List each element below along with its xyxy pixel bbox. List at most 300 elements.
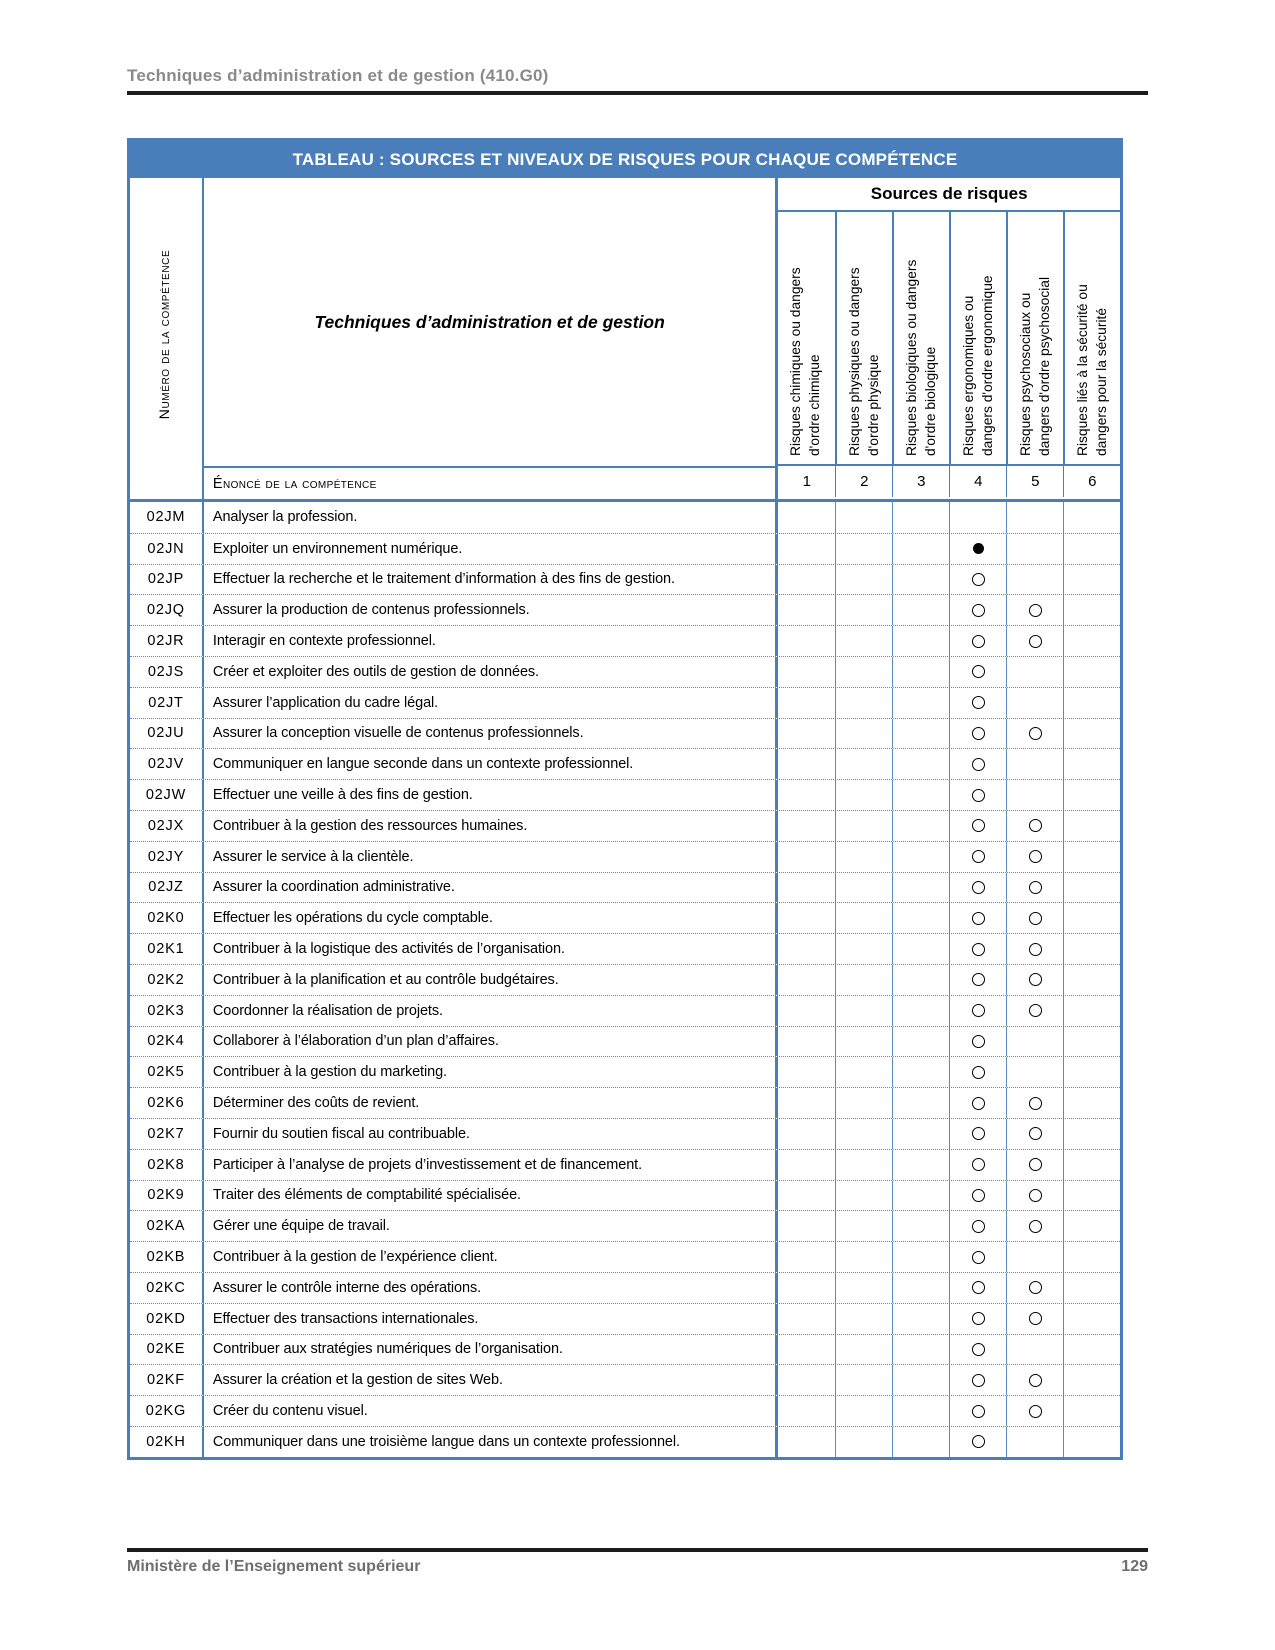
- risk-cell: [949, 657, 1006, 687]
- competency-code: 02JQ: [130, 595, 204, 625]
- open-circle-marker: [972, 1312, 985, 1325]
- competency-code: 02JN: [130, 534, 204, 564]
- risk-cell: [835, 903, 892, 933]
- table-row: [130, 1149, 1120, 1180]
- competency-code: 02KG: [130, 1396, 204, 1426]
- risk-cell: [1063, 1150, 1120, 1180]
- table-row: [130, 779, 1120, 810]
- table-row: [130, 656, 1120, 687]
- risk-cell: [949, 965, 1006, 995]
- competency-code: 02K0: [130, 903, 204, 933]
- risk-cell: [892, 1150, 949, 1180]
- competency-text: Créer et exploiter des outils de gestion de données.: [204, 657, 778, 687]
- risk-cell: [835, 1273, 892, 1303]
- open-circle-marker: [972, 1220, 985, 1233]
- table-row: [130, 1210, 1120, 1241]
- risk-cell: [1063, 996, 1120, 1026]
- competency-text: Assurer l’application du cadre légal.: [204, 688, 778, 718]
- risk-cell: [949, 502, 1006, 533]
- risk-cell: [892, 780, 949, 810]
- open-circle-marker: [1029, 635, 1042, 648]
- risk-cell: [1063, 626, 1120, 656]
- competency-text: Traiter des éléments de comptabilité spécialisée.: [204, 1181, 778, 1211]
- risk-column-header-6: [1063, 212, 1120, 464]
- risk-cell: [892, 565, 949, 595]
- competency-code: 02JM: [130, 502, 204, 533]
- footer-ministry: Ministère de l’Enseignement supérieur: [127, 1558, 421, 1575]
- risk-column-numbers: [778, 464, 1120, 497]
- risk-cell: [1006, 688, 1063, 718]
- risk-cell: [1063, 1273, 1120, 1303]
- open-circle-marker: [972, 1435, 985, 1448]
- table-row: [130, 564, 1120, 595]
- risk-cell: [949, 595, 1006, 625]
- risk-cell: [1063, 1181, 1120, 1211]
- competency-code: 02KA: [130, 1211, 204, 1241]
- risk-cell: [1063, 1211, 1120, 1241]
- risk-cell: [1063, 502, 1120, 533]
- competency-code: 02K9: [130, 1181, 204, 1211]
- risk-cell: [949, 626, 1006, 656]
- competency-code: 02K8: [130, 1150, 204, 1180]
- risk-cell: [892, 595, 949, 625]
- risk-column-number-3: 3: [892, 466, 949, 497]
- risk-cell: [1006, 1427, 1063, 1457]
- risk-cell: [892, 934, 949, 964]
- risk-cell: [1006, 1057, 1063, 1087]
- competency-text: Assurer le contrôle interne des opérations.: [204, 1273, 778, 1303]
- risk-cell: [778, 1242, 835, 1272]
- risk-cell: [778, 780, 835, 810]
- table-row: [130, 872, 1120, 903]
- risk-cell: [1006, 1304, 1063, 1334]
- risk-cell: [892, 1335, 949, 1365]
- risk-cell: [778, 1304, 835, 1334]
- risk-cell: [778, 626, 835, 656]
- risk-cell: [1006, 502, 1063, 533]
- risk-header-line: Risques psychosociaux ou: [1018, 292, 1034, 456]
- risk-cell: [892, 1427, 949, 1457]
- competency-code: 02K2: [130, 965, 204, 995]
- risk-cell: [1006, 1027, 1063, 1057]
- risk-cell: [1006, 1396, 1063, 1426]
- risk-cell: [892, 1088, 949, 1118]
- risk-cell: [778, 1150, 835, 1180]
- competency-code: 02JX: [130, 811, 204, 841]
- risk-cell: [835, 1088, 892, 1118]
- risk-cell: [892, 1027, 949, 1057]
- open-circle-marker: [1029, 1374, 1042, 1387]
- open-circle-marker: [972, 758, 985, 771]
- table-row: [130, 1026, 1120, 1057]
- open-circle-marker: [1029, 1189, 1042, 1202]
- risk-cell: [949, 1427, 1006, 1457]
- risk-column-header-5-text: [1016, 220, 1054, 456]
- risk-cell: [1006, 595, 1063, 625]
- open-circle-marker: [972, 1158, 985, 1171]
- risk-cell: [892, 1119, 949, 1149]
- risk-cell: [1063, 749, 1120, 779]
- risk-cell: [1063, 719, 1120, 749]
- risk-cell: [892, 534, 949, 564]
- competency-text: Déterminer des coûts de revient.: [204, 1088, 778, 1118]
- open-circle-marker: [1029, 604, 1042, 617]
- competency-text: Fournir du soutien fiscal au contribuable.: [204, 1119, 778, 1149]
- table-row: [130, 533, 1120, 564]
- risk-cell: [949, 1242, 1006, 1272]
- risk-cell: [892, 996, 949, 1026]
- competency-text: Assurer la coordination administrative.: [204, 873, 778, 903]
- risk-cell: [892, 1057, 949, 1087]
- risk-column-rotated-headers: [778, 212, 1120, 464]
- risk-column-number-2: 2: [835, 466, 892, 497]
- risk-cell: [949, 749, 1006, 779]
- risk-cell: [835, 1181, 892, 1211]
- risk-cell: [835, 657, 892, 687]
- risk-cell: [1063, 903, 1120, 933]
- risk-cell: [1006, 965, 1063, 995]
- risk-cell: [835, 1304, 892, 1334]
- competency-text: Exploiter un environnement numérique.: [204, 534, 778, 564]
- open-circle-marker: [1029, 1097, 1042, 1110]
- risk-cell: [778, 1335, 835, 1365]
- risk-cell: [835, 1211, 892, 1241]
- risk-cell: [778, 1427, 835, 1457]
- risk-cell: [835, 1119, 892, 1149]
- risk-cell: [1006, 1335, 1063, 1365]
- risk-cell: [892, 657, 949, 687]
- risk-cell: [1006, 534, 1063, 564]
- risk-column-header-4-text: [959, 220, 997, 456]
- competency-code: 02KE: [130, 1335, 204, 1365]
- risk-header-line: dangers pour la sécurité: [1094, 307, 1110, 456]
- risk-cell: [949, 688, 1006, 718]
- open-circle-marker: [972, 665, 985, 678]
- competency-text: Coordonner la réalisation de projets.: [204, 996, 778, 1026]
- table-row: [130, 748, 1120, 779]
- risk-cell: [1006, 780, 1063, 810]
- risk-header-line: d'ordre physique: [866, 354, 882, 456]
- numero-competence-header-cell: [130, 178, 204, 499]
- open-circle-marker: [1029, 1127, 1042, 1140]
- table-row: [130, 1426, 1120, 1457]
- risk-cell: [778, 842, 835, 872]
- numero-competence-label: Numéro de la compétence: [156, 249, 172, 420]
- open-circle-marker: [972, 1097, 985, 1110]
- risk-cell: [1063, 1088, 1120, 1118]
- risk-cell: [835, 749, 892, 779]
- footer-page-number: 129: [1121, 1558, 1148, 1575]
- competency-text: Effectuer une veille à des fins de gestion.: [204, 780, 778, 810]
- risk-cell: [778, 1027, 835, 1057]
- risk-cell: [1063, 1335, 1120, 1365]
- risk-column-number-4: 4: [949, 466, 1006, 497]
- competency-text: Contribuer à la gestion du marketing.: [204, 1057, 778, 1087]
- risk-cell: [1006, 1181, 1063, 1211]
- risk-cell: [1006, 1211, 1063, 1241]
- risk-cell: [778, 534, 835, 564]
- open-circle-marker: [972, 1127, 985, 1140]
- risk-cell: [835, 1057, 892, 1087]
- running-header-title: Techniques d’administration et de gestion (410.G0): [127, 66, 549, 85]
- competency-code: 02KB: [130, 1242, 204, 1272]
- risk-header-line: Risques liés à la sécurité ou: [1075, 284, 1091, 456]
- risk-cell: [835, 1396, 892, 1426]
- competency-text: Collaborer à l’élaboration d’un plan d’affaires.: [204, 1027, 778, 1057]
- risk-cell: [1063, 1027, 1120, 1057]
- table-body: [130, 499, 1120, 1457]
- open-circle-marker: [972, 573, 985, 586]
- risk-cell: [778, 1365, 835, 1395]
- risk-cell: [1063, 595, 1120, 625]
- open-circle-marker: [972, 819, 985, 832]
- competency-code: 02JR: [130, 626, 204, 656]
- competency-text: Contribuer à la planification et au contrôle budgétaires.: [204, 965, 778, 995]
- risk-cell: [778, 565, 835, 595]
- competency-code: 02K1: [130, 934, 204, 964]
- risk-cell: [1063, 657, 1120, 687]
- risk-cell: [1063, 965, 1120, 995]
- risk-cell: [892, 811, 949, 841]
- risk-cell: [1006, 1150, 1063, 1180]
- risk-cell: [835, 626, 892, 656]
- competency-code: 02JP: [130, 565, 204, 595]
- risk-cell: [949, 842, 1006, 872]
- risk-cell: [1063, 1304, 1120, 1334]
- risk-cell: [949, 1057, 1006, 1087]
- risk-cell: [778, 903, 835, 933]
- risk-cell: [949, 780, 1006, 810]
- table-row: [130, 1395, 1120, 1426]
- open-circle-marker: [1029, 1004, 1042, 1017]
- risk-column-header-4: [949, 212, 1006, 464]
- open-circle-marker: [972, 943, 985, 956]
- table-row: [130, 594, 1120, 625]
- risk-cell: [949, 1335, 1006, 1365]
- competency-code: 02K4: [130, 1027, 204, 1057]
- risk-cell: [1006, 749, 1063, 779]
- risk-cell: [892, 1365, 949, 1395]
- open-circle-marker: [1029, 1281, 1042, 1294]
- enonce-header: Énoncé de la compétence: [204, 466, 775, 499]
- open-circle-marker: [972, 696, 985, 709]
- competency-code: 02K6: [130, 1088, 204, 1118]
- risk-cell: [1063, 1365, 1120, 1395]
- risk-cell: [1006, 903, 1063, 933]
- risk-cell: [1063, 934, 1120, 964]
- table-row: [130, 1180, 1120, 1211]
- open-circle-marker: [972, 912, 985, 925]
- risk-column-number-1: 1: [802, 473, 812, 490]
- risk-cell: [835, 842, 892, 872]
- risk-cell: [1063, 780, 1120, 810]
- table-row: [130, 502, 1120, 533]
- risk-cell: [778, 1088, 835, 1118]
- competency-text: Communiquer en langue seconde dans un contexte professionnel.: [204, 749, 778, 779]
- open-circle-marker: [1029, 912, 1042, 925]
- open-circle-marker: [1029, 727, 1042, 740]
- risk-cell: [892, 1396, 949, 1426]
- competency-text: Contribuer à la gestion des ressources humaines.: [204, 811, 778, 841]
- table-row: [130, 995, 1120, 1026]
- risk-cell: [949, 1273, 1006, 1303]
- risk-header-line: Risques ergonomiques ou: [961, 295, 977, 456]
- risk-cell: [1006, 719, 1063, 749]
- competency-text: Contribuer à la logistique des activités de l’organisation.: [204, 934, 778, 964]
- risk-cell: [1063, 1396, 1120, 1426]
- risk-cell: [835, 688, 892, 718]
- open-circle-marker: [1029, 881, 1042, 894]
- risk-cell: [892, 626, 949, 656]
- open-circle-marker: [972, 1374, 985, 1387]
- competency-text: Effectuer les opérations du cycle comptable.: [204, 903, 778, 933]
- risk-cell: [835, 534, 892, 564]
- risk-cell: [949, 996, 1006, 1026]
- risk-cell: [778, 1396, 835, 1426]
- risk-cell: [892, 1242, 949, 1272]
- risk-columns-header: [778, 178, 1120, 499]
- table-row: [130, 687, 1120, 718]
- risk-cell: [1006, 1088, 1063, 1118]
- risk-column-number-6: 6: [1063, 466, 1120, 497]
- competency-code: 02KF: [130, 1365, 204, 1395]
- risk-cell: [892, 719, 949, 749]
- risk-cell: [835, 595, 892, 625]
- open-circle-marker: [972, 881, 985, 894]
- table-row: [130, 1364, 1120, 1395]
- running-header: [127, 66, 1148, 95]
- risk-cell: [892, 1211, 949, 1241]
- risk-cell: [892, 1181, 949, 1211]
- risk-cell: [835, 1365, 892, 1395]
- risk-cell: [1063, 1242, 1120, 1272]
- competency-text: Assurer la création et la gestion de sites Web.: [204, 1365, 778, 1395]
- open-circle-marker: [972, 1004, 985, 1017]
- table-row: [130, 810, 1120, 841]
- risk-cell: [949, 811, 1006, 841]
- risk-column-header-2: [835, 212, 892, 464]
- risk-cell: [949, 1088, 1006, 1118]
- open-circle-marker: [972, 1251, 985, 1264]
- open-circle-marker: [972, 727, 985, 740]
- risk-cell: [778, 657, 835, 687]
- program-column-header: [204, 178, 778, 499]
- risk-cell: [1063, 534, 1120, 564]
- open-circle-marker: [1029, 973, 1042, 986]
- table-row: [130, 1303, 1120, 1334]
- risk-cell: [892, 842, 949, 872]
- risk-cell: [892, 1304, 949, 1334]
- risk-cell: [949, 565, 1006, 595]
- table-header: [130, 178, 1120, 499]
- risk-column-header-6-text: [1073, 220, 1111, 456]
- open-circle-marker: [972, 1281, 985, 1294]
- risk-cell: [949, 1181, 1006, 1211]
- competency-text: Assurer la conception visuelle de contenus professionnels.: [204, 719, 778, 749]
- competency-text: Contribuer à la gestion de l’expérience client.: [204, 1242, 778, 1272]
- risk-cell: [1063, 842, 1120, 872]
- risk-column-number-5: 5: [1006, 466, 1063, 497]
- risk-cell: [835, 1150, 892, 1180]
- competency-code: 02KH: [130, 1427, 204, 1457]
- table-row: [130, 1272, 1120, 1303]
- risk-cell: [1006, 626, 1063, 656]
- risk-cell: [949, 934, 1006, 964]
- risk-cell: [1006, 842, 1063, 872]
- competency-code: 02JW: [130, 780, 204, 810]
- competency-code: 02JT: [130, 688, 204, 718]
- risk-column-header-5: [1006, 212, 1063, 464]
- risk-cell: [949, 719, 1006, 749]
- risk-cell: [1063, 688, 1120, 718]
- competency-code: 02JY: [130, 842, 204, 872]
- table-row: [130, 1241, 1120, 1272]
- risk-cell: [892, 688, 949, 718]
- risk-cell: [1006, 657, 1063, 687]
- competency-text: Interagir en contexte professionnel.: [204, 626, 778, 656]
- risk-cell: [1006, 811, 1063, 841]
- risk-cell: [1063, 811, 1120, 841]
- risk-cell: [778, 595, 835, 625]
- competency-text: Contribuer aux stratégies numériques de l’organisation.: [204, 1335, 778, 1365]
- risk-cell: [835, 565, 892, 595]
- program-title: Techniques d’administration et de gestion: [314, 311, 665, 332]
- risk-cell: [892, 749, 949, 779]
- risk-cell: [949, 1027, 1006, 1057]
- risk-cell: [835, 780, 892, 810]
- risk-cell: [835, 1027, 892, 1057]
- risk-column-header-1-text: [786, 220, 824, 456]
- risk-header-line: dangers d'ordre psychosocial: [1037, 276, 1053, 456]
- open-circle-marker: [1029, 1220, 1042, 1233]
- competency-code: 02K7: [130, 1119, 204, 1149]
- risk-column-header-3-text: [902, 220, 940, 456]
- open-circle-marker: [972, 604, 985, 617]
- open-circle-marker: [1029, 1312, 1042, 1325]
- risk-cell: [835, 1335, 892, 1365]
- open-circle-marker: [972, 789, 985, 802]
- risk-cell: [1006, 1119, 1063, 1149]
- risk-cell: [778, 749, 835, 779]
- risk-cell: [835, 1427, 892, 1457]
- competency-text: Gérer une équipe de travail.: [204, 1211, 778, 1241]
- risk-cell: [778, 965, 835, 995]
- risk-cell: [949, 1150, 1006, 1180]
- risk-cell: [949, 1396, 1006, 1426]
- open-circle-marker: [972, 1405, 985, 1418]
- risk-cell: [835, 996, 892, 1026]
- competency-code: 02JV: [130, 749, 204, 779]
- risk-header-line: Risques chimiques ou dangers: [788, 267, 804, 456]
- risk-cell: [835, 873, 892, 903]
- table-row: [130, 1334, 1120, 1365]
- competency-code: 02KC: [130, 1273, 204, 1303]
- competency-text: Effectuer la recherche et le traitement d’information à des fins de gestion.: [204, 565, 778, 595]
- competency-text: Assurer la production de contenus professionnels.: [204, 595, 778, 625]
- risk-cell: [778, 719, 835, 749]
- open-circle-marker: [972, 850, 985, 863]
- risk-cell: [1006, 1242, 1063, 1272]
- risk-cell: [1063, 1057, 1120, 1087]
- risk-cell: [1063, 565, 1120, 595]
- table-row: [130, 933, 1120, 964]
- competency-text: Assurer le service à la clientèle.: [204, 842, 778, 872]
- table-row: [130, 718, 1120, 749]
- open-circle-marker: [1029, 1158, 1042, 1171]
- risk-cell: [778, 502, 835, 533]
- table-row: [130, 902, 1120, 933]
- table-row: [130, 1118, 1120, 1149]
